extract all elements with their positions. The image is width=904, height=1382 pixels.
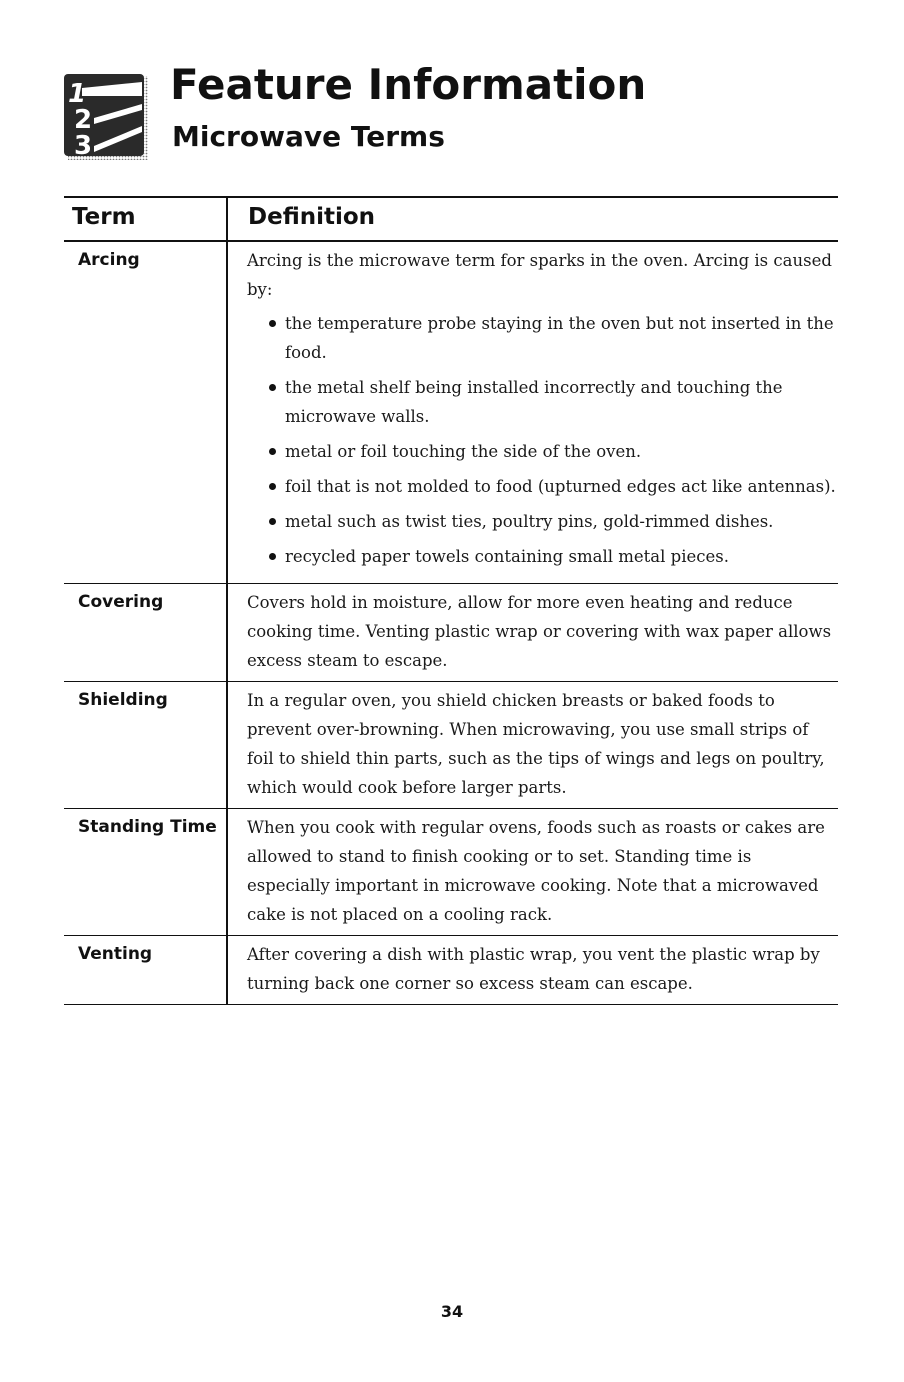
bullet-item: recycled paper towels containing small metal pieces.	[267, 542, 838, 571]
bullet-list	[247, 309, 838, 571]
logo-number-1: 1	[68, 79, 87, 109]
page-header	[64, 60, 844, 170]
definition-text: When you cook with regular ovens, foods such as roasts or cakes are allowed to stand to finish cooking or to set. Standing time is especially important in microwave cooking. Note that a microwaved cake is not placed on a cooling rack.	[247, 818, 825, 924]
bullet-item: metal such as twist ties, poultry pins, gold-rimmed dishes.	[267, 507, 838, 536]
page-subtitle: Microwave Terms	[172, 120, 445, 153]
logo-number-3: 3	[74, 131, 93, 161]
definition-text: In a regular oven, you shield chicken breasts or baked foods to prevent over-browning. When microwaving, you use small strips of foil to shield thin parts, such as the tips of wings and legs on poultry, which would cook before larger parts.	[247, 691, 825, 797]
term-label: Arcing	[78, 250, 140, 270]
numbered-steps-icon	[64, 74, 152, 162]
column-header-definition: Definition	[248, 204, 376, 230]
column-header-term: Term	[72, 204, 136, 230]
definition-cell	[247, 584, 838, 681]
terms-table	[64, 196, 838, 1005]
bullet-item: metal or foil touching the side of the oven.	[267, 437, 838, 466]
table-header	[64, 196, 838, 242]
page-title: Feature Information	[170, 60, 647, 109]
bullet-item: the metal shelf being installed incorrectly and touching the microwave walls.	[267, 373, 838, 431]
definition-cell	[247, 682, 838, 808]
definition-cell	[247, 936, 838, 1004]
bullet-item: the temperature probe staying in the oven but not inserted in the food.	[267, 309, 838, 367]
table-row	[64, 242, 838, 584]
definition-text: Arcing is the microwave term for sparks in the oven. Arcing is caused by:	[247, 251, 832, 299]
definition-cell	[247, 242, 838, 583]
bullet-item: foil that is not molded to food (upturned edges act like antennas).	[267, 472, 838, 501]
table-row	[64, 936, 838, 1005]
definition-text: After covering a dish with plastic wrap, you vent the plastic wrap by turning back one corner so excess steam can escape.	[247, 945, 820, 993]
table-row	[64, 682, 838, 809]
page-number: 34	[440, 1302, 464, 1321]
term-label: Standing Time	[78, 817, 217, 837]
term-label: Covering	[78, 592, 164, 612]
definition-text: Covers hold in moisture, allow for more even heating and reduce cooking time. Venting plastic wrap or covering with wax paper allows excess steam to escape.	[247, 593, 832, 670]
logo-number-2: 2	[74, 105, 93, 135]
term-label: Venting	[78, 944, 153, 964]
table-row	[64, 584, 838, 682]
table-row	[64, 809, 838, 936]
definition-cell	[247, 809, 838, 935]
term-label: Shielding	[78, 690, 168, 710]
